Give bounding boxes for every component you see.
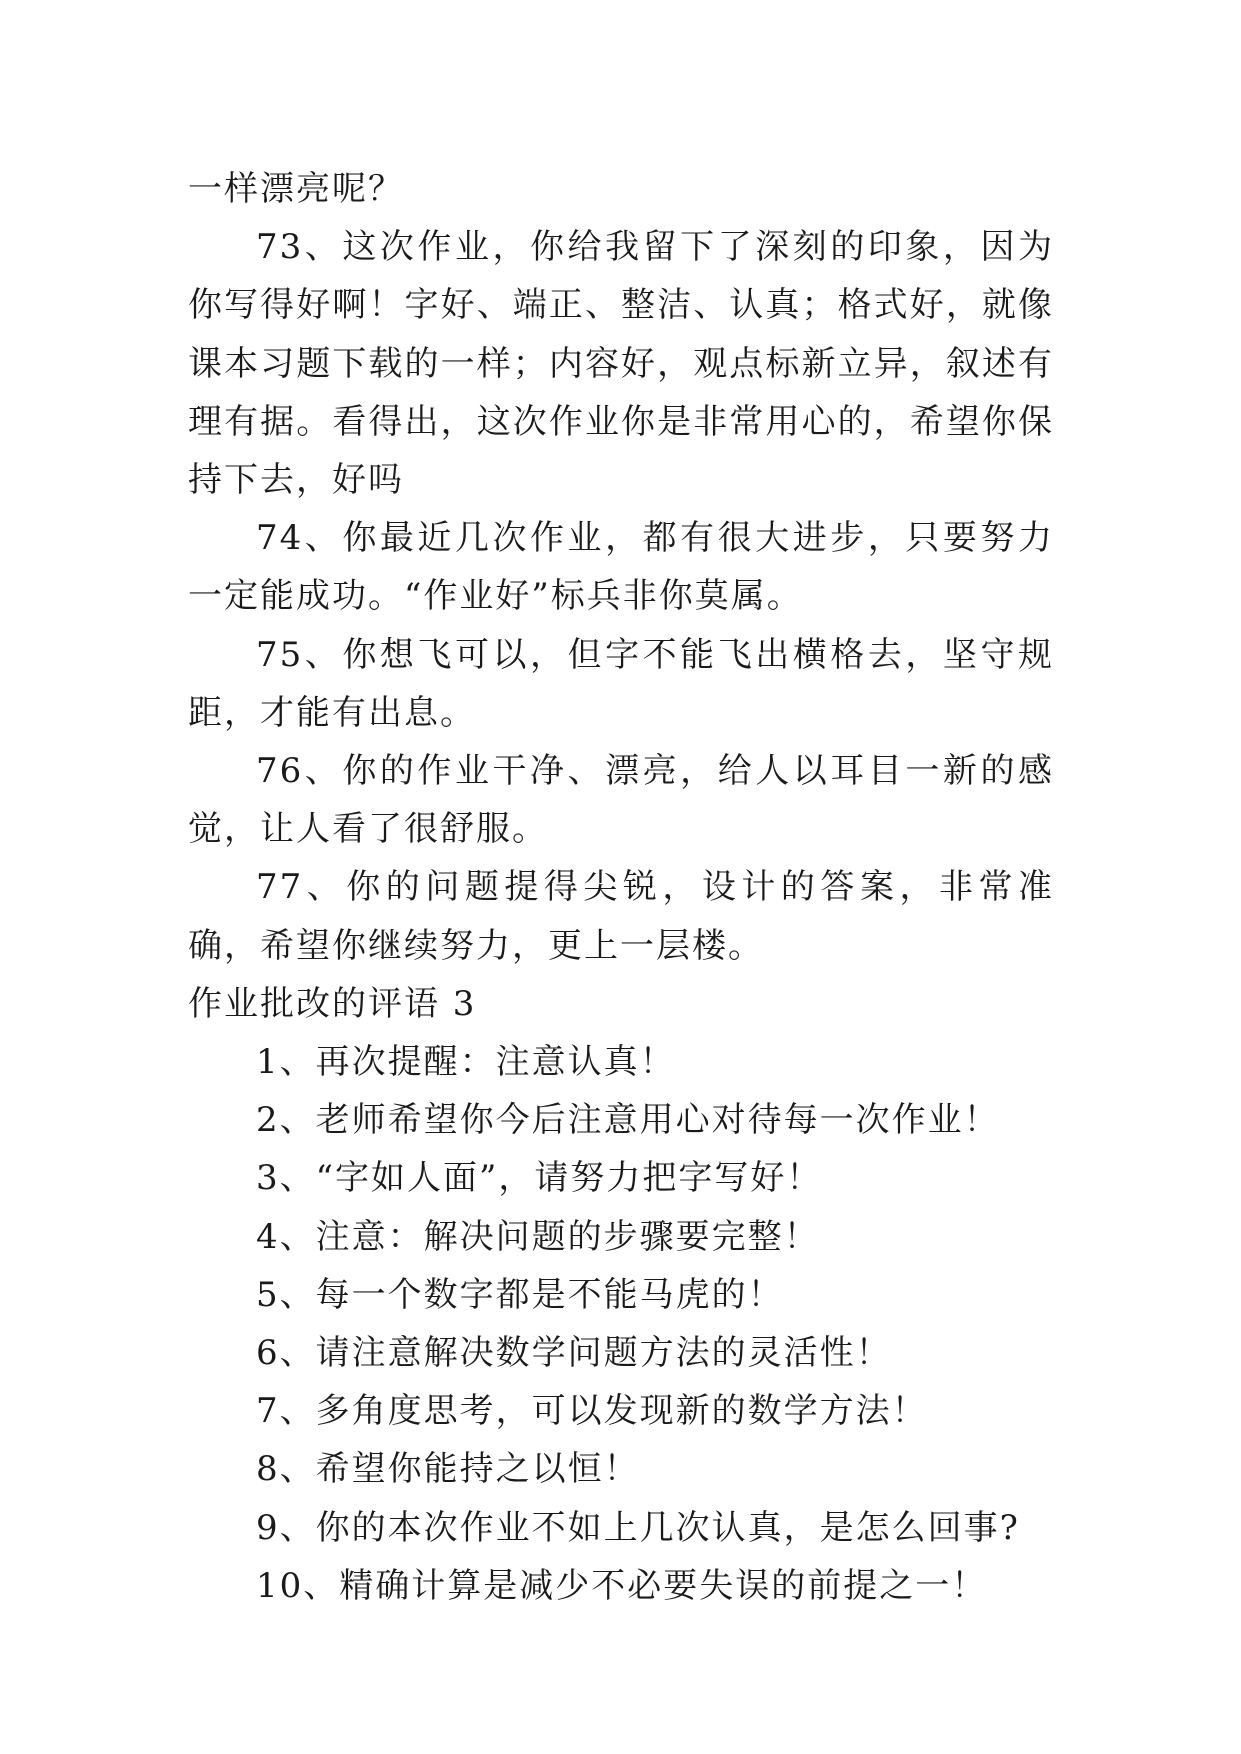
list-item: 9、你的本次作业不如上几次认真，是怎么回事? (256, 1507, 1020, 1548)
document-body (188, 160, 1054, 1615)
list-item: 7、多角度思考，可以发现新的数学方法！ (256, 1391, 928, 1432)
list-item: 3、“字如人面”，请努力把字写好！ (256, 1158, 823, 1199)
list-item: 8、希望你能持之以恒！ (256, 1449, 640, 1490)
paragraph-77: 77、你的问题提得尖锐，设计的答案，非常准确，希望你继续努力，更上一层楼。 (188, 867, 1054, 966)
paragraph-73: 73、这次作业，你给我留下了深刻的印象，因为你写得好啊！字好、端正、整洁、认真；格式好，就像课本习题下载的一样；内容好，观点标新立异，叙述有理有据。看得出，这次作业你是非常用心的，希望你保持下去，好吗 (188, 227, 1054, 501)
list-item: 2、老师希望你今后注意用心对待每一次作业！ (256, 1100, 1000, 1141)
paragraph-76: 76、你的作业干净、漂亮，给人以耳目一新的感觉，让人看了很舒服。 (188, 751, 1054, 850)
list-item: 4、注意：解决问题的步骤要完整！ (256, 1216, 820, 1257)
list-item: 5、每一个数字都是不能马虎的！ (256, 1274, 784, 1315)
paragraph-74: 74、你最近几次作业，都有很大进步，只要努力一定能成功。“作业好”标兵非你莫属。 (188, 518, 1054, 617)
paragraph-75: 75、你想飞可以，但字不能飞出横格去，坚守规距，才能有出息。 (188, 634, 1054, 733)
list-item: 10、精确计算是减少不必要失误的前提之一！ (256, 1565, 988, 1606)
list-item: 6、请注意解决数学问题方法的灵活性！ (256, 1333, 892, 1374)
section-heading: 作业批改的评语 3 (188, 983, 477, 1024)
list-item: 1、再次提醒：注意认真！ (256, 1042, 676, 1083)
paragraph-continuation: 一样漂亮呢？ (188, 169, 404, 209)
